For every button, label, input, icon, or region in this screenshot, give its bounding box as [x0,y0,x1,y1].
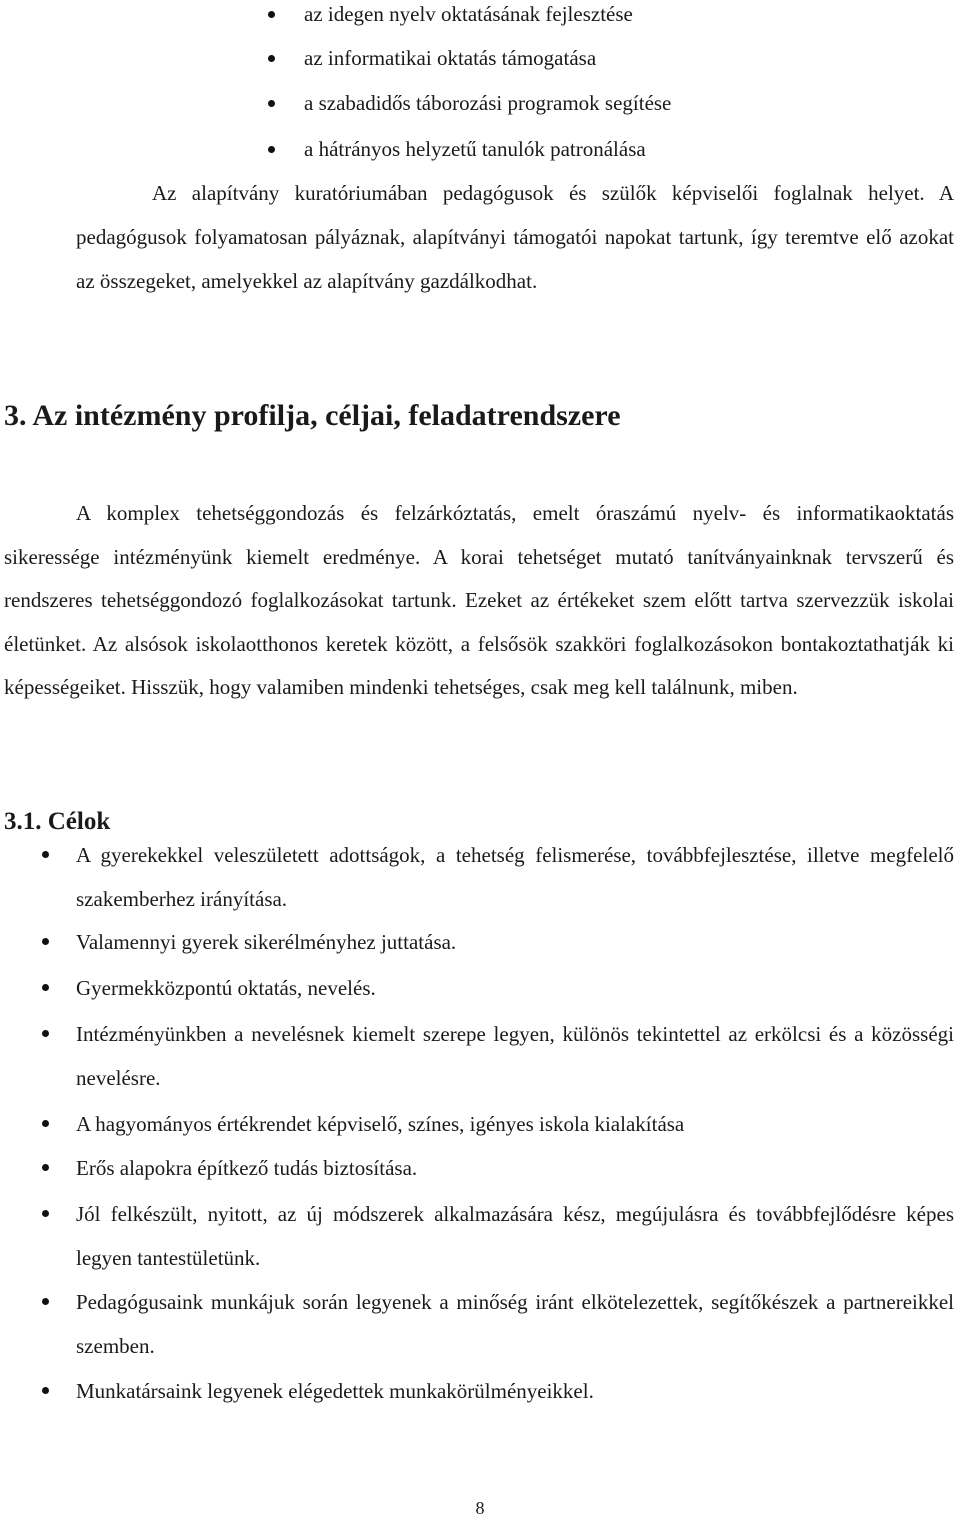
list-item: az idegen nyelv oktatásának fejlesztése [304,1,633,27]
subsection-title: 3.1. Célok [4,808,111,835]
list-item: a hátrányos helyzetű tanulók patronálása [304,136,646,162]
section-title: 3. Az intézmény profilja, céljai, feladatrendszere [4,399,621,432]
bullet-icon [42,938,49,945]
list-item: Valamennyi gyerek sikerélményhez juttatása. [76,920,954,964]
bullet-icon [268,11,275,18]
bullet-icon [42,1387,49,1394]
list-item: az informatikai oktatás támogatása [304,45,596,71]
list-item: Jól felkészült, nyitott, az új módszerek alkalmazására kész, megújulásra és továbbfejlődésre képes legyen tantestületünk. [76,1192,954,1280]
list-item: Gyermekközpontú oktatás, nevelés. [76,966,954,1010]
list-item: Munkatársaink legyenek elégedettek munkakörülményeikkel. [76,1369,954,1413]
list-item: a szabadidős táborozási programok segítése [304,90,671,116]
bullet-icon [42,1210,49,1217]
foundation-paragraph: Az alapítvány kuratóriumában pedagógusok és szülők képviselői foglalnak helyet. A pedagógusok folyamatosan pályáznak, alapítványi támogatói napokat tartunk, így teremtve elő azokat az összegeket, amelyekkel az alapítvány gazdálkodhat. [76,181,954,293]
bullet-icon [42,1030,49,1037]
bullet-icon [42,1120,49,1127]
list-item: Pedagógusaink munkájuk során legyenek a minőség iránt elkötelezettek, segítőkészek a partnereikkel szemben. [76,1280,954,1368]
list-item: Erős alapokra építkező tudás biztosítása. [76,1146,954,1190]
bullet-icon [268,100,275,107]
list-item: A gyerekekkel veleszületett adottságok, a tehetség felismerése, továbbfejlesztése, illetve megfelelő szakemberhez irányítása. [76,833,954,921]
bullet-icon [42,1298,49,1305]
bullet-icon [42,851,49,858]
bullet-icon [42,1164,49,1171]
list-item: A hagyományos értékrendet képviselő, színes, igényes iskola kialakítása [76,1102,954,1146]
bullet-icon [268,55,275,62]
page-number: 8 [475,1498,485,1518]
bullet-icon [268,146,275,153]
bullet-icon [42,984,49,991]
list-item: Intézményünkben a nevelésnek kiemelt szerepe legyen, különös tekintettel az erkölcsi és a közösségi nevelésre. [76,1012,954,1100]
section-paragraph: A komplex tehetséggondozás és felzárkóztatás, emelt óraszámú nyelv- és informatikaoktatás sikeressége intézményünk kiemelt eredménye. A korai tehetséget mutató tanítványainknak tervszerű és rendszeres tehetséggondozó foglalkozásokat tartunk. Ezeket az értékeket szem előtt tartva szervezzük iskolai életünket. Az alsósok iskolaotthonos keretek között, a felsősök szakköri foglalkozásokon bontakoztathatják ki képességeiket. Hisszük, hogy valamiben mindenki tehetséges, csak meg kell találnunk, miben. [4,501,954,699]
